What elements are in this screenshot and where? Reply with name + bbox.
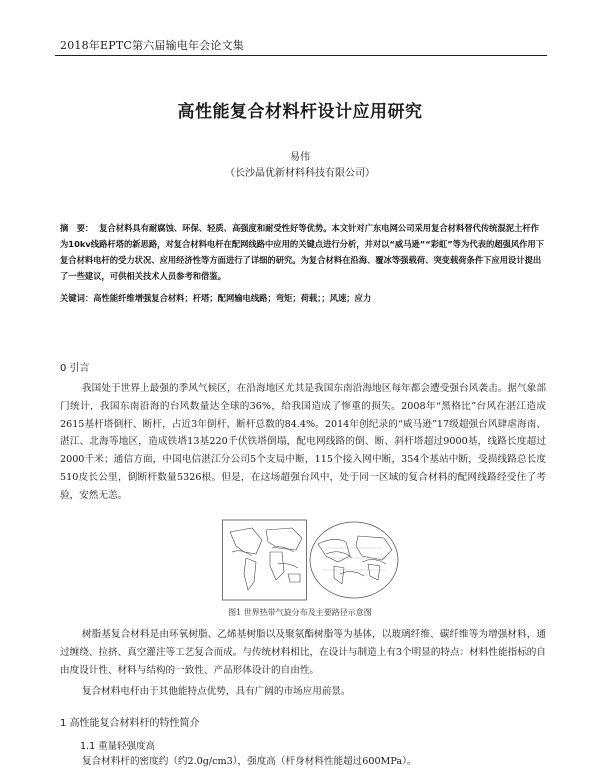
keywords [60,291,546,305]
author-name: 易伟 [290,152,310,163]
author-affiliation: （长沙晶优新材料科技有限公司） [225,168,375,179]
intro-paragraph: 我国处于世界上最强的季风气候区，在沿海地区尤其是我国东南沿海地区每年都会遭受强台风袭击。据气象部门统计，我国东南沿海的台风数量达全球的36%，给我国造成了惨重的损失。2008年“黑格比”台风在湛江造成2615基杆塔倒杆、断杆，占近3年倒杆、断杆总数的84.4%。2014年创纪录的“威马逊”17级超强台风肆虐海南、湛江、北海等地区，造成铁塔13基220千伏铁塔倒塌，配电网线路的倒、断、斜杆塔超过9000基，线路长度超过2000千米；通信方面，中国电信湛江分公司5个支局中断，115个接入网中断，354个基站中断，受损线路总长度510皮长公里，倒断杆数量5326根。但是，在这场超强台风中，处于同一区域的复合材料的配网线路经受住了考验，安然无恙。 [60,383,546,501]
density-paragraph: 复合材料杆的密度约（约2.0g/cm3），强度高（杆身材料性能超过600MPa）。 [82,756,417,767]
header-rule [55,55,547,56]
section-1-heading: 1 高性能复合材料杆的特性简介 [60,718,200,729]
subsection-1-1-heading: 1.1 重量轻强度高 [80,741,156,752]
world-map-illustration [222,518,400,603]
keywords-label: 关键词： [60,293,94,303]
paper-title: 高性能复合材料杆设计应用研究 [177,102,423,122]
market-paragraph: 复合材料电杆由于其他能特点优势，具有广阔的市场应用前景。 [82,686,351,697]
keywords-text: 高性能纤维增强复合材料；杆塔；配网输电线路；弯矩；荷载；；风速；应力 [93,293,372,303]
running-header: 2018年EPTC第六届输电年会论文集 [60,39,244,52]
figure-world-map [222,518,400,603]
materials-paragraph: 树脂基复合材料是由环氧树脂、乙烯基树脂以及聚氨酯树脂等为基体，以玻璃纤维、碳纤维等为增强材料，通过缠绕、拉挤、真空灌注等工艺复合而成。与传统材料相比，在设计与制造上有3个明显的特点：材料性能指标的自由度设计性、材料与结构的一致性、产品形体设计的自由性。 [60,629,546,676]
section-0-heading: 0 引言 [60,363,90,374]
abstract-text: 复合材料具有耐腐蚀、环保、轻质、高强度和耐受性好等优势。本文针对广东电网公司采用复合材料替代传统混泥土杆作为10kv线路杆塔的新思路，对复合材料电杆在配网线路中应用的关键点进行分析，并对以“威马逊”“彩虹”等为代表的超强风作用下复合材料电杆的受力状况、应用经济性等方面进行了详细的研究。为复合材料在沿海、覆冰等强载荷、突变载荷条件下应用设计提出了一些建议，可供相关技术人员参考和借鉴。 [60,223,545,281]
abstract [60,220,546,284]
figure-caption: 图1 世界热带气旋分布及主要路径示意图 [228,608,372,617]
abstract-label: 摘 要： [60,223,94,233]
